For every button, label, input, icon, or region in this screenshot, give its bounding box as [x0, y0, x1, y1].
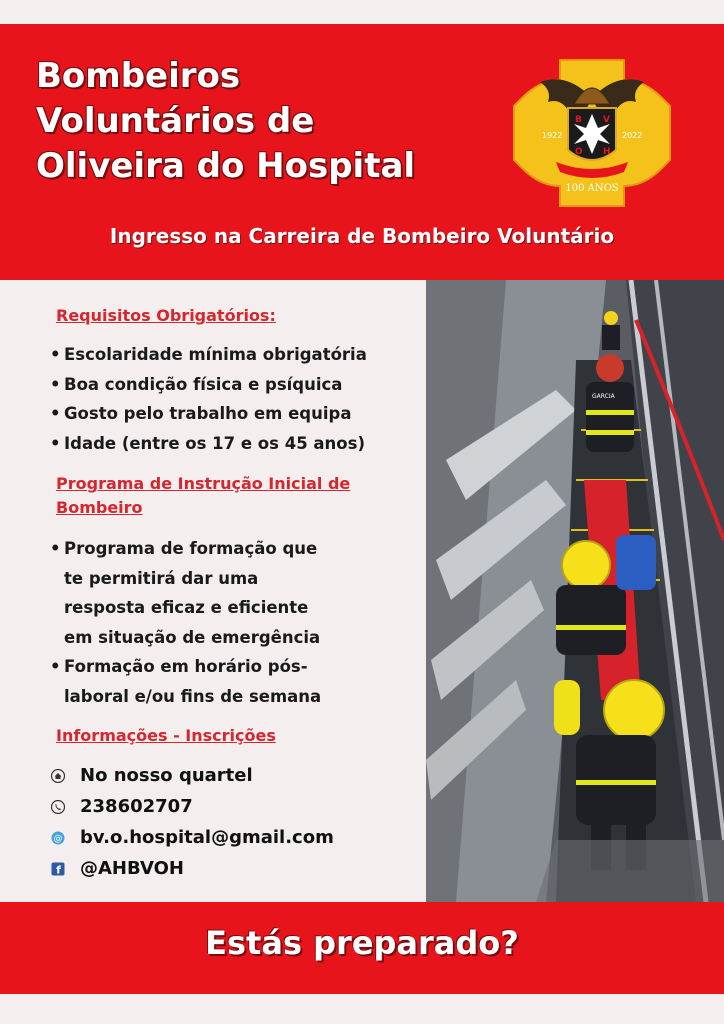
- contact-address: [50, 760, 410, 791]
- logo-letter-o: O: [575, 147, 583, 157]
- list-item: • Boa condição física e psíquica: [50, 370, 367, 400]
- requirements-list: [50, 340, 367, 458]
- list-item: • Escolaridade mínima obrigatória: [50, 340, 367, 370]
- list-item: [50, 652, 321, 711]
- title-line-1: Bombeiros: [36, 56, 241, 96]
- subtitle: Ingresso na Carreira de Bombeiro Voluntário: [109, 224, 615, 248]
- uniform-label: GARCIA: [592, 393, 615, 400]
- svg-text:@: @: [53, 833, 63, 844]
- program-line: te permitirá dar uma: [64, 568, 259, 588]
- facebook-icon: [50, 861, 66, 877]
- list-item: • Idade (entre os 17 e os 45 anos): [50, 429, 367, 459]
- title-line-3: Oliveira do Hospital: [36, 146, 416, 186]
- program-heading-line-1: Programa de Instrução Inicial de: [56, 474, 351, 493]
- contact-email[interactable]: [50, 822, 410, 853]
- phone-icon: [50, 799, 66, 815]
- logo-letter-h: H: [603, 147, 611, 157]
- contact-phone[interactable]: [50, 791, 410, 822]
- list-item: [50, 534, 321, 652]
- page-title: [36, 54, 466, 189]
- title-line-2: Voluntários de: [36, 101, 315, 141]
- info-heading: Informações - Inscrições: [56, 726, 276, 745]
- email-text[interactable]: bv.o.hospital@gmail.com: [80, 827, 334, 848]
- list-item: • Gosto pelo trabalho em equipa: [50, 399, 367, 429]
- logo-letter-v: V: [603, 115, 610, 125]
- logo-year-end: 2022: [622, 131, 643, 140]
- facebook-text[interactable]: @AHBVOH: [80, 858, 184, 879]
- firefighters-photo: [426, 280, 724, 902]
- program-line: • Programa de formação que: [64, 539, 318, 558]
- program-heading: [56, 472, 350, 520]
- logo-letter-b: B: [575, 115, 582, 125]
- program-line: laboral e/ou fins de semana: [64, 686, 322, 706]
- fire-brigade-logo: [512, 58, 672, 208]
- program-list: [50, 534, 321, 711]
- phone-text[interactable]: 238602707: [80, 796, 193, 817]
- program-line: resposta eficaz e eficiente: [64, 598, 309, 617]
- logo-year-start: 1922: [542, 131, 563, 140]
- logo-anniversary: 100 ANOS: [565, 183, 619, 194]
- contact-facebook[interactable]: [50, 853, 410, 884]
- contact-list: [50, 760, 410, 884]
- home-icon: [50, 768, 66, 784]
- call-to-action: Estás preparado?: [205, 924, 519, 962]
- address-text: No nosso quartel: [80, 765, 253, 786]
- requirements-heading: Requisitos Obrigatórios:: [56, 306, 276, 325]
- program-line: em situação de emergência: [64, 627, 321, 647]
- program-line: • Formação em horário pós-: [64, 657, 308, 676]
- program-heading-line-2: Bombeiro: [56, 498, 143, 517]
- email-icon: [50, 830, 66, 846]
- svg-text:f: f: [56, 863, 61, 876]
